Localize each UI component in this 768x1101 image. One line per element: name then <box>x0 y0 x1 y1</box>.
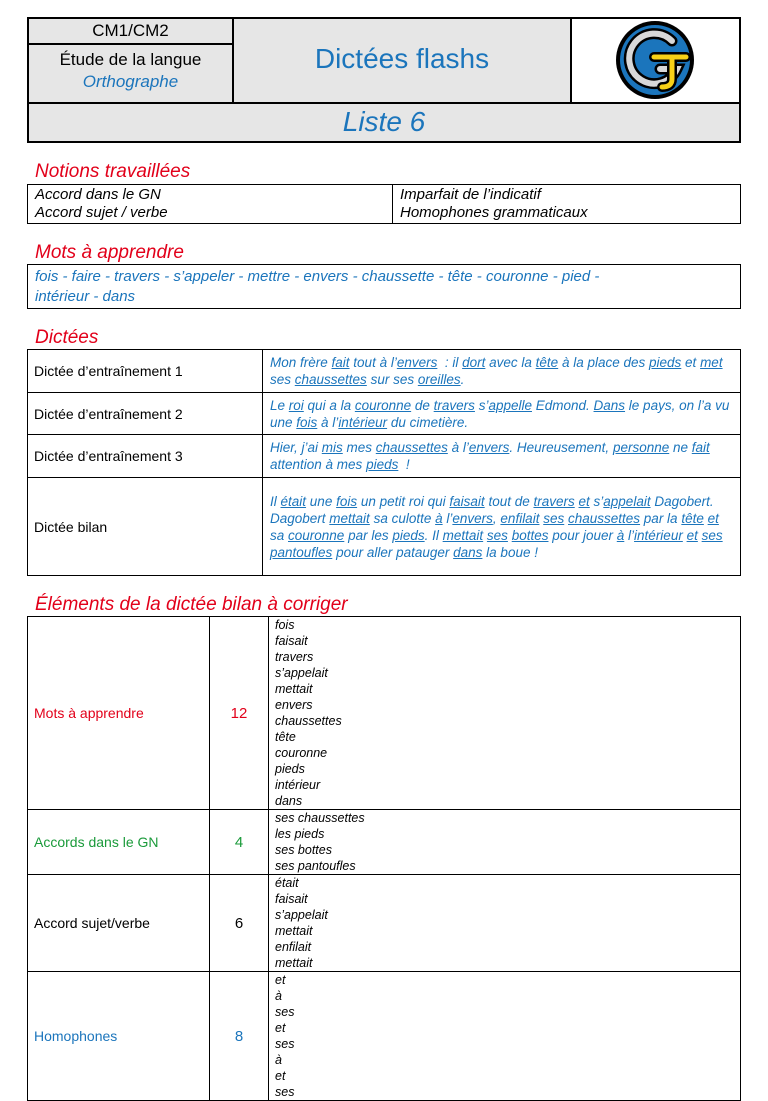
word: et <box>275 973 286 987</box>
correction-label: Mots à apprendre <box>28 617 210 810</box>
correction-row <box>28 617 741 810</box>
mots-box <box>27 264 741 309</box>
dictee-label: Dictée d’entraînement 3 <box>28 435 263 478</box>
dictee-label: Dictée d’entraînement 1 <box>28 350 263 393</box>
level-label: CM1/CM2 <box>29 19 232 45</box>
header-box <box>27 17 741 143</box>
word: ses <box>275 1085 295 1099</box>
logo <box>572 19 739 102</box>
correction-words <box>269 972 741 1101</box>
correction-label: Homophones <box>28 972 210 1101</box>
dictee-label: Dictée bilan <box>28 478 263 576</box>
subject-block <box>29 45 232 102</box>
word: tête <box>275 730 296 744</box>
dictees-table <box>27 349 741 576</box>
dictee-label: Dictée d’entraînement 2 <box>28 393 263 435</box>
word: et <box>275 1069 286 1083</box>
word: travers <box>275 650 314 664</box>
word: ses pantoufles <box>275 859 356 873</box>
word: dans <box>275 794 303 808</box>
header-left <box>29 19 234 102</box>
word: à <box>275 989 282 1003</box>
word: mettait <box>275 682 313 696</box>
word: intérieur <box>275 778 321 792</box>
word: les pieds <box>275 827 325 841</box>
notion-item: Imparfait de l’indicatif <box>400 186 541 203</box>
word: ses chaussettes <box>275 811 365 825</box>
notions-title: Notions travaillées <box>35 161 191 182</box>
list-title: Liste 6 <box>29 102 739 141</box>
correction-count: 8 <box>210 972 269 1101</box>
dictee-text: Il était une fois un petit roi qui faisait tout de travers et s’appelait Dagobert. Dagobert mettait sa culotte à l’envers, enfilait ses chaussettes par la tête et sa couronne par les pieds. Il mettait ses bottes pour jouer à l’intérieur et ses pantoufles pour aller patauger dans la boue ! <box>263 478 741 576</box>
dictee-row <box>28 350 741 393</box>
word: ses <box>275 1037 295 1051</box>
word: était <box>275 876 299 890</box>
word: et <box>275 1021 286 1035</box>
notion-item: Homophones grammaticaux <box>400 204 588 221</box>
word: faisait <box>275 892 308 906</box>
notions-col2 <box>393 185 741 224</box>
word: s’appelait <box>275 666 328 680</box>
dictee-row <box>28 393 741 435</box>
word: s’appelait <box>275 908 328 922</box>
notions-table <box>27 184 741 224</box>
dictees-title: Dictées <box>35 327 99 348</box>
word: mettait <box>275 924 313 938</box>
subject-label: Étude de la langue <box>59 50 202 69</box>
word: chaussettes <box>275 714 342 728</box>
domain-label: Orthographe <box>82 72 179 91</box>
word: ses bottes <box>275 843 332 857</box>
correction-row <box>28 875 741 972</box>
correction-row <box>28 972 741 1101</box>
word: mettait <box>275 956 313 970</box>
word: envers <box>275 698 313 712</box>
correction-label: Accords dans le GN <box>28 810 210 875</box>
mots-line: intérieur - dans <box>35 288 136 305</box>
correction-words <box>269 617 741 810</box>
dictee-text: Le roi qui a la couronne de travers s’appelle Edmond. Dans le pays, on l’a vu une fois à l’intérieur du cimetière. <box>263 393 741 435</box>
word: à <box>275 1053 282 1067</box>
logo-icon <box>572 19 739 102</box>
dictee-row <box>28 478 741 576</box>
correction-label: Accord sujet/verbe <box>28 875 210 972</box>
correction-row <box>28 810 741 875</box>
dictee-row <box>28 435 741 478</box>
mots-title: Mots à apprendre <box>35 242 184 263</box>
notion-item: Accord sujet / verbe <box>35 204 168 221</box>
correction-count: 4 <box>210 810 269 875</box>
page-title: Dictées flashs <box>234 19 572 102</box>
correction-table <box>27 616 741 1101</box>
dictee-text: Mon frère fait tout à l’envers : il dort avec la tête à la place des pieds et met ses chaussettes sur ses oreilles. <box>263 350 741 393</box>
correction-count: 6 <box>210 875 269 972</box>
notions-col1 <box>28 185 393 224</box>
word: faisait <box>275 634 308 648</box>
notion-item: Accord dans le GN <box>35 186 161 203</box>
word: enfilait <box>275 940 312 954</box>
correction-words <box>269 810 741 875</box>
word: couronne <box>275 746 328 760</box>
correction-words <box>269 875 741 972</box>
mots-line: fois - faire - travers - s’appeler - mettre - envers - chaussette - tête - couronne - pied - <box>35 268 600 285</box>
correction-title: Éléments de la dictée bilan à corriger <box>35 594 348 615</box>
dictee-text: Hier, j’ai mis mes chaussettes à l’envers. Heureusement, personne ne fait attention à mes pieds ! <box>263 435 741 478</box>
word: fois <box>275 618 295 632</box>
correction-count: 12 <box>210 617 269 810</box>
word: ses <box>275 1005 295 1019</box>
word: pieds <box>275 762 305 776</box>
